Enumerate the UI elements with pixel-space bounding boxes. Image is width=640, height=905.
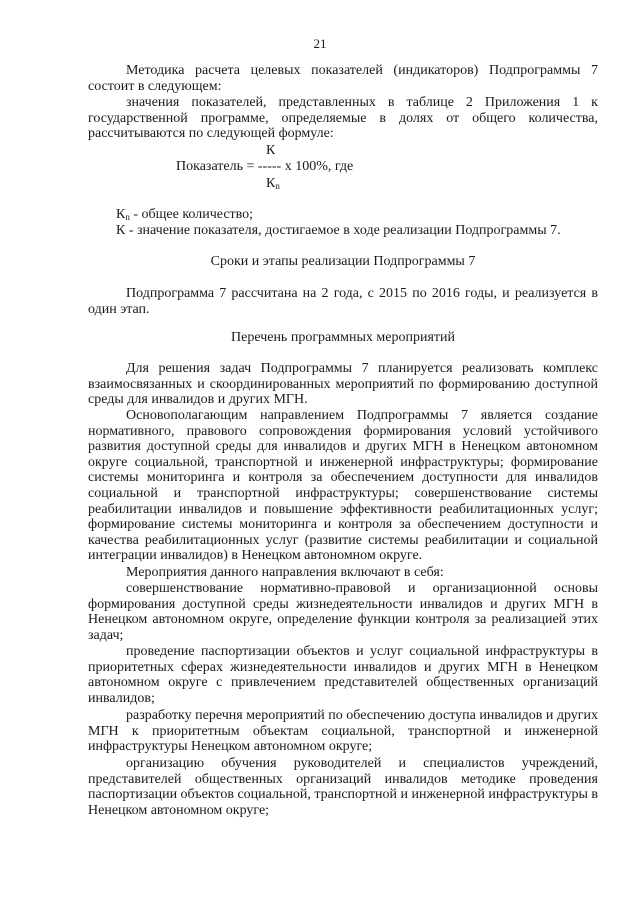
measures-item-3: разработку перечня мероприятий по обеспечению доступа инвалидов и других МГН к приоритетным объектам социальной, транспортной и инженерной инфраструктуры Ненецком автономном округе;: [88, 708, 598, 755]
measures-item-2: проведение паспортизации объектов и услуг социальной инфраструктуры в приоритетных сферах жизнедеятельности инвалидов и других МГН в Ненецком автономном округе с привлечением представителей общественных организаций инвалидов;: [88, 644, 598, 706]
measures-paragraph-2: Основополагающим направлением Подпрограммы 7 является создание нормативного, правового сопровождения формирования условий устойчивого развития доступной среды для инвалидов и других МГН в Ненецком автономном округе социальной, транспортной и инженерной инфраструктуры; формирование системы мониторинга и контроля за обеспечением доступности для инвалидов социальной и транспортной инфраструктуры; совершенствование системы реабилитации инвалидов и повышение эффективности реабилитационных услуг; формирование системы мониторинга и контроля за обеспечением доступности и качества реабилитационных услуг (развитие системы реабилитации и социальной интеграции инвалидов) в Ненецком автономном округе.: [88, 408, 598, 564]
formula-expression: Показатель = ----- х 100%, где: [176, 159, 354, 174]
measures-paragraph-1: Для решения задач Подпрограммы 7 планируется реализовать комплекс взаимосвязанных и скоординированных мероприятий по формированию доступной среды для инвалидов и других МГН.: [88, 361, 598, 408]
measures-item-1: совершенствование нормативно-правовой и организационной основы формирования доступной среды жизнедеятельности инвалидов и других МГН в Ненецком автономном округе, определение функции контроля за реализацией этих задач;: [88, 581, 598, 643]
definition-k: К - значение показателя, достигаемое в ходе реализации Подпрограммы 7.: [116, 223, 561, 238]
heading-terms: Сроки и этапы реализации Подпрограммы 7: [210, 254, 476, 269]
measures-item-4: организацию обучения руководителей и специалистов учреждений, представителей общественных организаций инвалидов методике проведения паспортизации объектов социальной, транспортной и инженерной инфраструктуры в Ненецком автономном округе;: [88, 756, 598, 818]
formula: [88, 143, 598, 191]
definition-kn: $К_n$ - общее количество;: [116, 207, 254, 222]
terms-paragraph: Подпрограмма 7 рассчитана на 2 года, с 2015 по 2016 годы, и реализуется в один этап.: [88, 286, 598, 317]
intro-paragraph-1: Методика расчета целевых показателей (индикаторов) Подпрограммы 7 состоит в следующем:: [88, 63, 598, 94]
page-number: 21: [313, 36, 327, 51]
heading-measures: Перечень программных мероприятий: [231, 330, 455, 345]
measures-paragraph-3: Мероприятия данного направления включают в себя:: [126, 565, 444, 580]
intro-paragraph-2: значения показателей, представленных в таблице 2 Приложения 1 к государственной программе, определяемые в долях от общего количества, рассчитываются по следующей формуле:: [88, 95, 598, 142]
formula-denominator: $К_n$: [266, 176, 280, 191]
formula-numerator: К: [266, 143, 276, 158]
